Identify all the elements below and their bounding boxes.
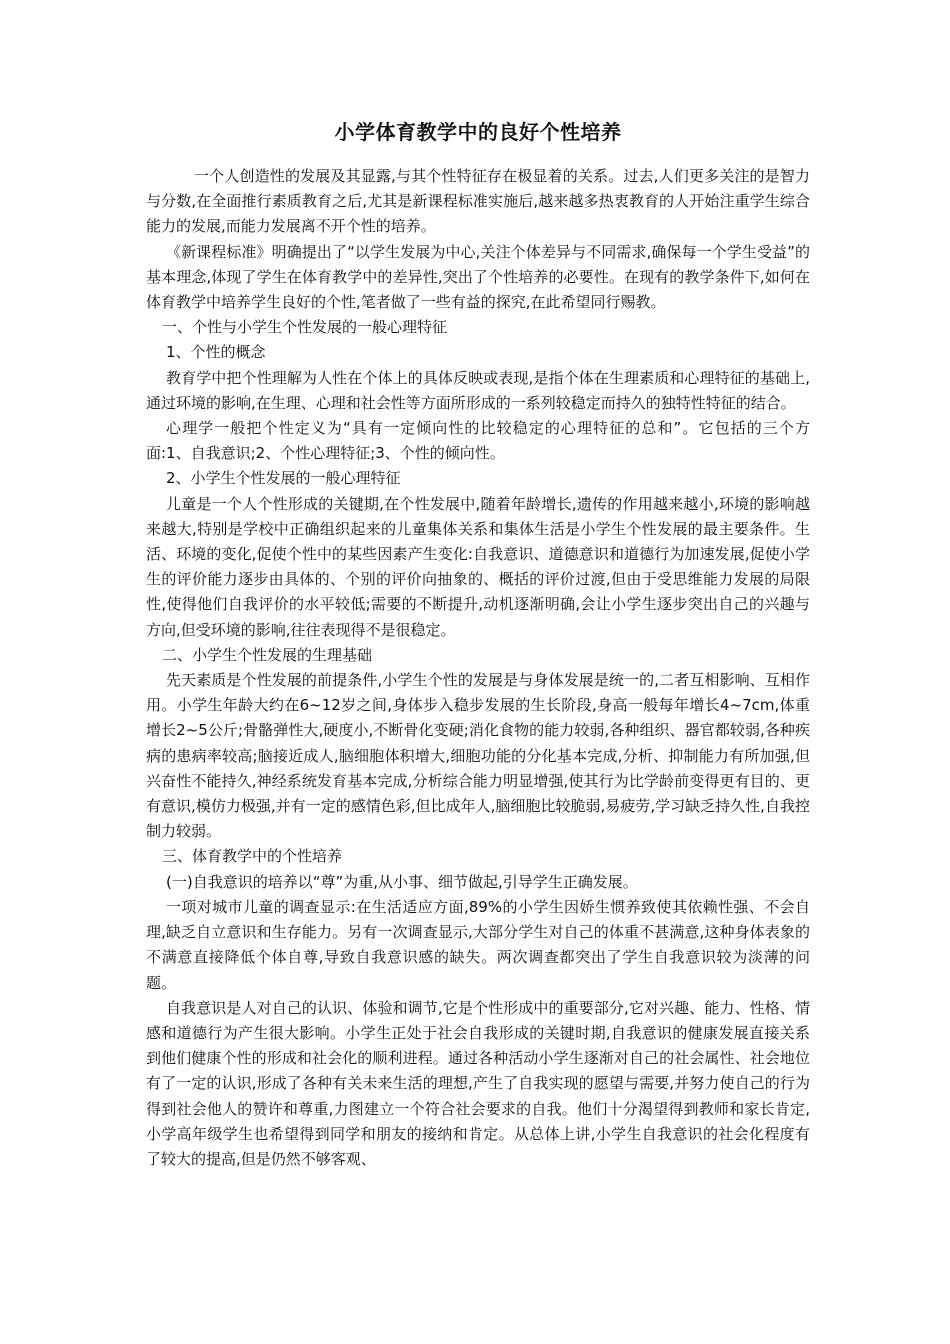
- section-heading: 二、小学生个性发展的生理基础: [162, 645, 373, 664]
- paragraph-intro: 一个人创造性的发展及其显露,与其个性特征存在极显着的关系。过去,人们更多关注的是智力与分数,在全面推行素质教育之后,尤其是新课程标准实施后,越来越多热衷教育的人开始注重学生综合能力的发展,而能力发展离不开个性的培养。: [146, 167, 810, 236]
- paragraph: 教育学中把个性理解为人性在个体上的具体反映或表现,是指个体在生理素质和心理特征的基础上,通过环境的影响,在生理、心理和社会性等方面所形成的一系列较稳定而持久的独特性特征的结合。: [146, 368, 810, 412]
- section-heading: 三、体育教学中的个性培养: [162, 847, 343, 866]
- subsection-heading: (一)自我意识的培养以“尊”为重,从小事、细节做起,引导学生正确发展。: [166, 872, 638, 891]
- paragraph: 自我意识是人对自己的认识、体验和调节,它是个性形成中的重要部分,它对兴趣、能力、性格、情感和道德行为产生很大影响。小学生正处于社会自我形成的关键时期,自我意识的健康发展直接关系到他们健康个性的形成和社会化的顺利进程。通过各种活动小学生逐渐对自己的社会属性、社会地位有了一定的认识,形成了各种有关未来生活的理想,产生了自我实现的愿望与需要,并努力使自己的行为得到社会他人的赞许和尊重,力图建立一个符合社会要求的自我。他们十分渴望得到教师和家长肯定,小学高年级学生也希望得到同学和朋友的接纳和肯定。从总体上讲,小学生自我意识的社会化程度有了较大的提高,但是仍然不够客观、: [146, 998, 810, 1168]
- document-page: [146, 118, 810, 1172]
- paragraph: 先天素质是个性发展的前提条件,小学生个性的发展是与身体发展是统一的,二者互相影响、互相作用。小学生年龄大约在6~12岁之间,身体步入稳步发展的生长阶段,身高一般每年增长4~7cm,体重增长2~5公斤;骨骼弹性大,硬度小,不断骨化变硬;消化食物的能力较弱,各种组织、器官都较弱,各种疾病的患病率较高;脑接近成人,脑细胞体积增大,细胞功能的分化基本完成,分析、抑制能力有所加强,但兴奋性不能持久,神经系统发育基本完成,分析综合能力明显增强,使其行为比学龄前变得更有目的、更有意识,模仿力极强,并有一定的感情色彩,但比成年人,脑细胞比较脆弱,易疲劳,学习缺乏持久性,自我控制力较弱。: [146, 671, 810, 841]
- subsection-heading: 1、个性的概念: [166, 343, 266, 362]
- paragraph: 儿童是一个人个性形成的关键期,在个性发展中,随着年龄增长,遗传的作用越来越小,环境的影响越来越大,特别是学校中正确组织起来的儿童集体关系和集体生活是小学生个性发展的最主要条件。生活、环境的变化,促使个性中的某些因素产生变化:自我意识、道德意识和道德行为加速发展,促使小学生的评价能力逐步由具体的、个别的评价向抽象的、概括的评价过渡,但由于受思维能力发展的局限性,使得他们自我评价的水平较低;需要的不断提升,动机逐渐明确,会让小学生逐步突出自己的兴趣与方向,但受环境的影响,往往表现得不是很稳定。: [146, 494, 810, 639]
- paragraph: 心理学一般把个性定义为“具有一定倾向性的比较稳定的心理特征的总和”。它包括的三个方面:1、自我意识;2、个性心理特征;3、个性的倾向性。: [146, 419, 810, 463]
- paragraph: 《新课程标准》明确提出了“以学生发展为中心,关注个体差异与不同需求,确保每一个学生受益”的基本理念,体现了学生在体育教学中的差异性,突出了个性培养的必要性。在现有的教学条件下,如何在体育教学中培养学生良好的个性,笔者做了一些有益的探究,在此希望同行赐教。: [146, 242, 810, 312]
- subsection-heading: 2、小学生个性发展的一般心理特征: [166, 469, 401, 488]
- document-title: 小学体育教学中的良好个性培养: [334, 120, 622, 144]
- section-heading: 一、个性与小学生个性发展的一般心理特征: [162, 318, 448, 337]
- paragraph: 一项对城市儿童的调查显示:在生活适应方面,89%的小学生因娇生惯养致使其依赖性强、不会自理,缺乏自立意识和生存能力。另有一次调查显示,大部分学生对自己的体重不甚满意,这种身体表象的不满意直接降低个体自尊,导致自我意识感的缺失。两次调查都突出了学生自我意识较为淡薄的问题。: [146, 897, 810, 992]
